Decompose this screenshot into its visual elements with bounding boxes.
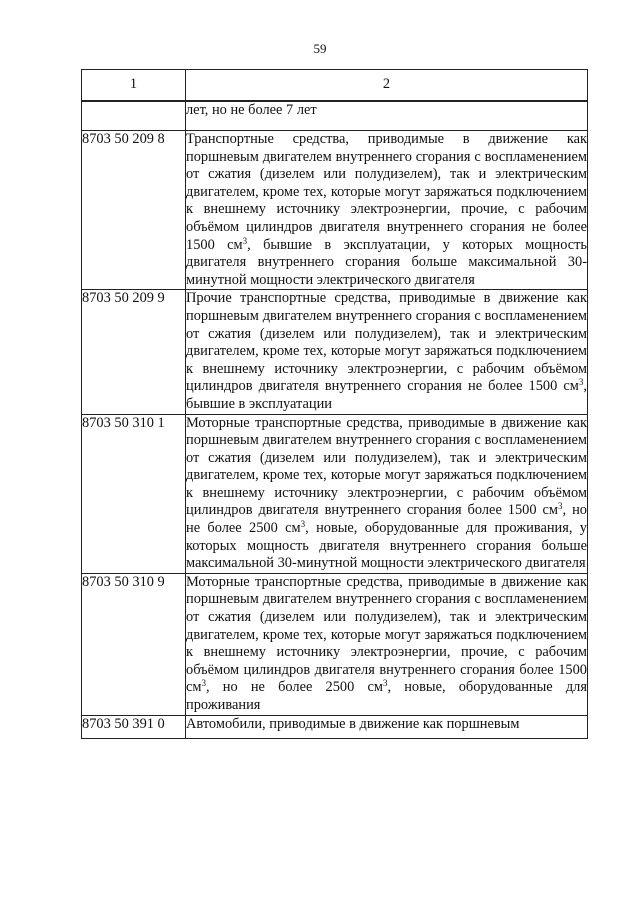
code-cell: 8703 50 209 8 <box>82 131 186 290</box>
description-text: Прочие транспортные средства, приводимые в движение как поршневым двигателем внутреннего сгорания с воспламенением от сжатия (дизелем или полудизелем), так и электрическим двигателем, кроме тех, которые могут заряжаться подключением к внешнему источнику электроэнергии, с рабочим объёмом цилиндров двигателя внутреннего сгорания не более 1500 $см^3$, бывшие в эксплуатации <box>186 290 587 412</box>
code-cell: 8703 50 310 1 <box>82 414 186 573</box>
description-cell <box>186 290 588 414</box>
code-cell: 8703 50 310 9 <box>82 573 186 715</box>
tariff-table <box>81 69 588 739</box>
description-text: Транспортные средства, приводимые в движение как поршневым двигателем внутреннего сгорания с воспламенением от сжатия (дизелем или полудизелем), так и электрическим двигателем, кроме тех, которые могут заряжаться подключением к внешнему источнику электроэнергии, прочие, с рабочим объёмом цилиндров двигателя внутреннего сгорания не более 1500 $см^3$, бывшие в эксплуатации, у которых мощность двигателя внутреннего сгорания больше максимальной 30-минутной мощности электрического двигателя <box>186 131 587 288</box>
table-row <box>82 131 588 290</box>
table-row <box>82 290 588 414</box>
code-cell: 8703 50 391 0 <box>82 715 186 738</box>
page-number: 59 <box>313 41 327 56</box>
table-header-row <box>82 70 588 102</box>
code-cell: 8703 50 209 9 <box>82 290 186 414</box>
description-text: Моторные транспортные средства, приводимые в движение как поршневым двигателем внутреннего сгорания с воспламенением от сжатия (дизелем или полудизелем), так и электрическим двигателем, кроме тех, которые могут заряжаться подключением к внешнему источнику электроэнергии, с рабочим объёмом цилиндров двигателя внутреннего сгорания более 1500 $см^3$, но не более 2500 $см^3$, новые, оборудованные для проживания, у которых мощность двигателя внутреннего сгорания больше максимальной 30-минутной мощности электрического двигателя <box>186 414 587 572</box>
table-row <box>82 414 588 573</box>
column-header-2: 2 <box>186 70 588 102</box>
table-row <box>82 715 588 738</box>
description-cell <box>186 573 588 715</box>
description-text: Моторные транспортные средства, приводимые в движение как поршневым двигателем внутреннего сгорания с воспламенением от сжатия (дизелем или полудизелем), так и электрическим двигателем, кроме тех, которые могут заряжаться подключением к внешнему источнику электроэнергии, прочие, с рабочим объёмом цилиндров двигателя внутреннего сгорания более 1500 $см^3$, но не более 2500 $см^3$, новые, оборудованные для проживания <box>186 573 587 713</box>
column-header-1: 1 <box>82 70 186 102</box>
table-row-continuation <box>82 101 588 131</box>
description-cell <box>186 131 588 290</box>
table-row <box>82 573 588 715</box>
code-cell-empty <box>82 101 186 131</box>
description-cell-continuation: лет, но не более 7 лет <box>186 101 588 131</box>
description-cell: Автомобили, приводимые в движение как поршневым <box>186 715 588 738</box>
description-cell <box>186 414 588 573</box>
